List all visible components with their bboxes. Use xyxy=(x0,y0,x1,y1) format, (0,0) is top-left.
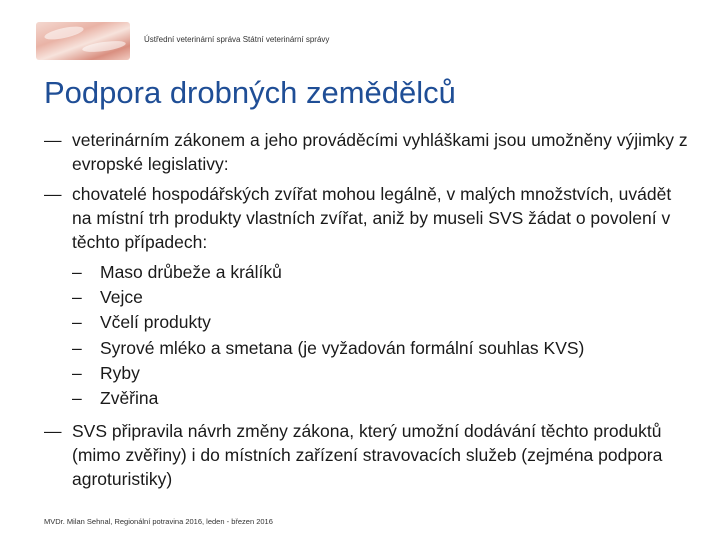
bullet-item xyxy=(44,128,694,176)
sub-list-item xyxy=(44,361,694,386)
bullet-marker: — xyxy=(44,130,62,150)
sub-list-item xyxy=(44,336,694,361)
photo-highlight xyxy=(43,24,84,42)
sub-item-text: Včelí produkty xyxy=(100,312,211,333)
sub-marker: – xyxy=(72,388,82,409)
sub-list-item xyxy=(44,386,694,411)
sub-list-item xyxy=(44,310,694,335)
bullet-marker: — xyxy=(44,421,62,442)
bullet-text: SVS připravila návrh změny zákona, který umožní dodávání těchto produktů (mimo zvěřiny) i do místních zařízení stravovacích služeb (zejména podpora agroturistiky) xyxy=(72,421,663,490)
footer-text: MVDr. Milan Sehnal, Regionální potravina 2016, leden - březen 2016 xyxy=(44,517,273,526)
sub-marker: – xyxy=(72,262,82,282)
sub-item-text: Vejce xyxy=(100,287,143,308)
bullet-item xyxy=(44,182,694,254)
sub-item-text: Maso drůbeže a králíků xyxy=(100,262,282,282)
sub-marker: – xyxy=(72,362,82,383)
slide-content xyxy=(44,128,694,497)
sub-item-text: Syrové mléko a smetana (je vyžadován formální souhlas KVS) xyxy=(100,337,585,358)
bullet-marker: — xyxy=(44,184,62,204)
header-org-text: Ústřední veterinární správa Státní veterinární správy xyxy=(144,35,330,44)
sub-list-item xyxy=(44,260,694,285)
sub-item-text: Ryby xyxy=(100,362,140,383)
photo-highlight xyxy=(82,39,127,54)
sub-marker: – xyxy=(72,287,82,308)
sub-list xyxy=(44,260,694,411)
sub-item-text: Zvěřina xyxy=(100,388,159,409)
bullet-text: chovatelé hospodářských zvířat mohou legálně, v malých množstvích, uvádět na místní trh produkty vlastních zvířat, aniž by museli SVS žádat o povolení v těchto případech: xyxy=(72,184,672,252)
bullet-item xyxy=(44,419,694,491)
bullet-text: veterinárním zákonem a jeho prováděcími vyhláškami jsou umožněny výjimky z evropské legislativy: xyxy=(72,130,688,174)
sub-marker: – xyxy=(72,337,82,358)
sub-list-item xyxy=(44,285,694,310)
sub-marker: – xyxy=(72,312,82,333)
slide-title: Podpora drobných zemědělců xyxy=(44,75,456,110)
header-photo xyxy=(36,22,130,60)
